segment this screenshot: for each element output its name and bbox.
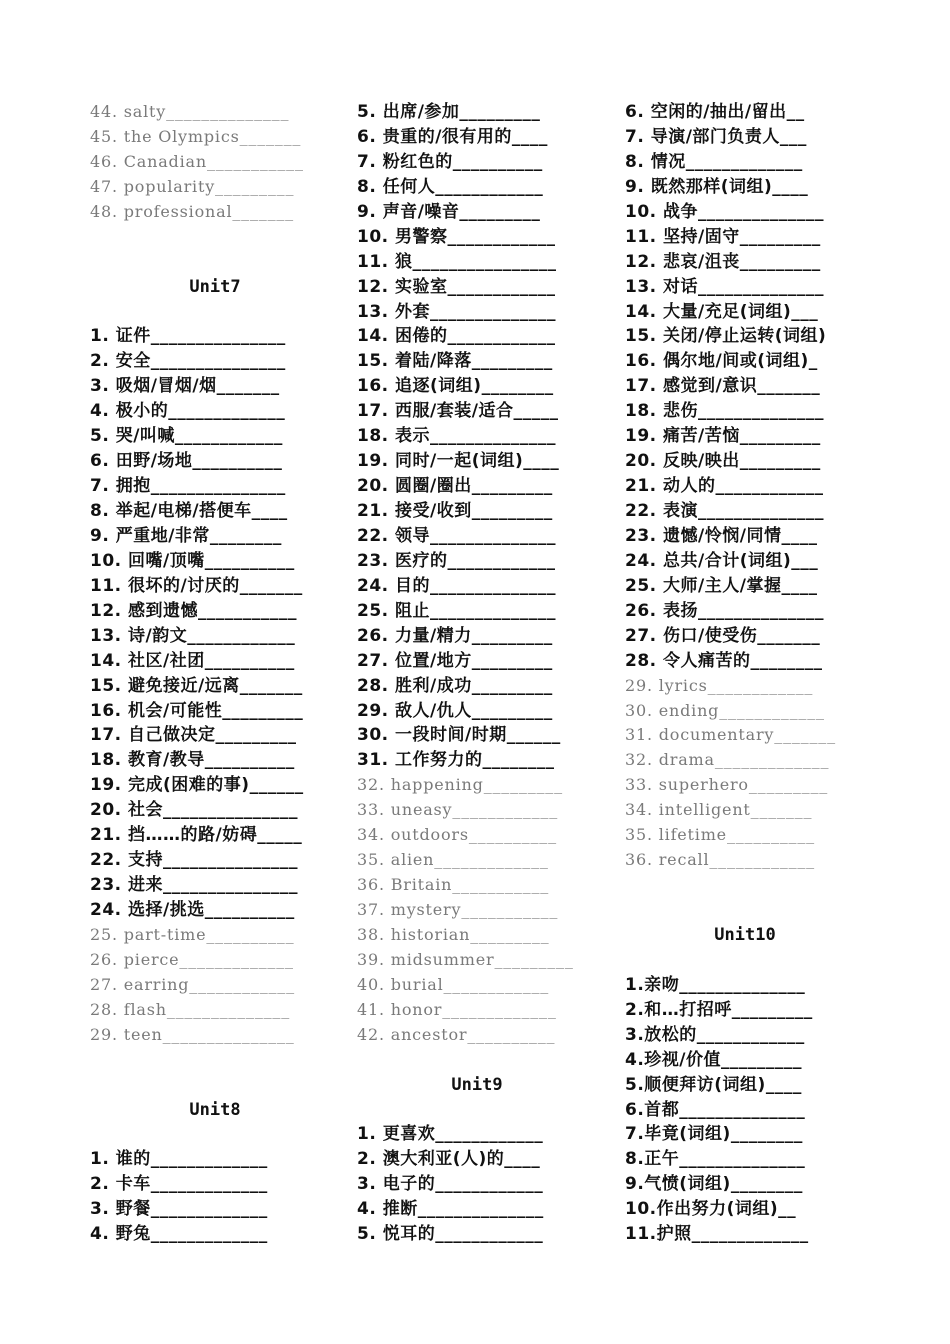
vocab-item-chinese: 1. 证件_______________ — [90, 326, 286, 347]
vocab-item-chinese: 26. 力量/精力_________ — [357, 625, 553, 646]
vocab-item-english: 46. Canadian___________ — [90, 151, 304, 171]
vocab-item-chinese: 7. 粉红色的__________ — [357, 151, 543, 172]
vocab-item-chinese: 24. 总共/合计(词组)___ — [625, 550, 819, 571]
vocab-item-english: 32. drama_____________ — [625, 750, 830, 770]
vocab-item-chinese: 12. 实验室____________ — [357, 276, 556, 297]
vocab-item-chinese: 3. 野餐_____________ — [90, 1199, 268, 1220]
vocab-item-chinese: 11.护照_____________ — [625, 1224, 809, 1245]
vocab-item-chinese: 15. 关闭/停止运转(词组) — [625, 326, 827, 347]
vocab-item-english: 40. burial____________ — [357, 974, 550, 994]
vocab-item-chinese: 9. 严重地/非常________ — [90, 525, 282, 546]
vocab-item-chinese: 4. 推断______________ — [357, 1199, 544, 1220]
vocab-item-chinese: 31. 工作努力的________ — [357, 750, 555, 771]
vocab-item-english: 44. salty______________ — [90, 102, 290, 121]
unit-heading: Unit8 — [189, 1099, 241, 1120]
spacer — [625, 898, 865, 923]
vocab-item-english: 33. superhero_________ — [625, 775, 829, 795]
vocab-item-chinese: 30. 一段时间/时期______ — [357, 725, 561, 746]
vocab-item-chinese: 13. 诗/韵文____________ — [90, 625, 296, 646]
vocab-item-english: 47. popularity_________ — [90, 176, 295, 196]
vocab-item-chinese: 11. 很坏的/讨厌的_______ — [90, 575, 303, 596]
vocab-item-english: 27. earring____________ — [90, 974, 295, 994]
vocab-item-english: 29. lyrics____________ — [625, 675, 814, 695]
vocab-item-english: 34. outdoors__________ — [357, 825, 557, 845]
vocab-item-chinese: 9. 既然那样(词组)____ — [625, 176, 809, 197]
vocab-item-english: 35. alien_____________ — [357, 850, 549, 870]
unit-heading: Unit7 — [189, 276, 241, 297]
spacer — [625, 873, 865, 898]
vocab-item-chinese: 10.作出努力(词组)__ — [625, 1199, 797, 1220]
vocab-item-chinese: 23. 遗憾/怜悯/同情____ — [625, 525, 818, 546]
vocab-item-chinese: 7.毕竟(词组)________ — [625, 1124, 803, 1145]
vocab-item-chinese: 3. 电子的____________ — [357, 1174, 544, 1195]
vocab-item-chinese: 25. 阻止______________ — [357, 600, 557, 621]
spacer — [90, 1122, 340, 1147]
vocab-item-chinese: 18. 表示______________ — [357, 426, 557, 447]
vocab-item-chinese: 13. 对话______________ — [625, 276, 825, 297]
vocab-item-chinese: 6. 田野/场地__________ — [90, 451, 283, 472]
vocab-item-chinese: 13. 外套______________ — [357, 301, 557, 322]
vocab-item-english: 45. the Olympics_______ — [90, 126, 302, 146]
vocab-item-chinese: 1. 谁的_____________ — [90, 1149, 268, 1170]
vocab-item-english: 31. documentary_______ — [625, 725, 836, 745]
vocab-item-chinese: 15. 着陆/降落_________ — [357, 351, 553, 372]
vocab-item-chinese: 28. 令人痛苦的________ — [625, 650, 823, 671]
vocab-item-chinese: 16. 追逐(词组)________ — [357, 376, 554, 397]
vocab-item-english: 30. ending____________ — [625, 700, 825, 720]
vocab-item-chinese: 14. 大量/充足(词组)___ — [625, 301, 819, 322]
vocab-item-chinese: 6.首都______________ — [625, 1099, 806, 1120]
vocab-item-chinese: 22. 领导______________ — [357, 525, 557, 546]
vocab-item-chinese: 6. 空闲的/抽出/留出__ — [625, 102, 805, 122]
vocab-item-chinese: 24. 选择/挑选__________ — [90, 900, 295, 920]
vocab-item-chinese: 2. 澳大利亚(人)的____ — [357, 1149, 541, 1170]
vocab-item-chinese: 27. 位置/地方_________ — [357, 650, 553, 671]
vocab-item-chinese: 22. 表演______________ — [625, 501, 825, 521]
vocab-item-chinese: 4.珍视/价值_________ — [625, 1049, 802, 1070]
column-2 — [357, 100, 597, 1247]
vocab-item-english: 39. midsummer_________ — [357, 949, 574, 969]
vocab-item-chinese: 11. 狼________________ — [357, 251, 557, 272]
vocab-item-chinese: 8. 任何人____________ — [357, 176, 544, 197]
vocab-item-chinese: 24. 目的______________ — [357, 575, 557, 596]
vocab-item-chinese: 14. 困倦的____________ — [357, 326, 556, 347]
vocab-item-chinese: 23. 医疗的____________ — [357, 550, 556, 571]
vocab-item-chinese: 15. 避免接近/远离_______ — [90, 675, 303, 696]
vocab-item-chinese: 19. 痛苦/苦恼_________ — [625, 426, 821, 447]
vocab-item-chinese: 21. 接受/收到_________ — [357, 501, 553, 521]
vocab-item-chinese: 27. 伤口/使受伤_______ — [625, 625, 821, 646]
vocab-item-english: 36. Britain___________ — [357, 875, 550, 895]
spacer — [90, 300, 340, 325]
vocab-item-chinese: 8.正午______________ — [625, 1149, 806, 1170]
vocab-item-chinese: 12. 感到遗憾___________ — [90, 600, 298, 621]
vocab-item-chinese: 5.顺便拜访(词组)____ — [625, 1074, 802, 1095]
unit-heading: Unit9 — [451, 1074, 503, 1095]
vocab-item-english: 26. pierce_____________ — [90, 949, 294, 969]
vocab-item-chinese: 5. 悦耳的____________ — [357, 1224, 544, 1245]
spacer — [625, 948, 865, 973]
vocab-item-chinese: 8. 情况_____________ — [625, 151, 803, 172]
vocab-item-chinese: 19. 完成(困难的事)______ — [90, 775, 304, 796]
vocab-item-chinese: 18. 教育/教导__________ — [90, 750, 295, 771]
vocab-item-english: 42. ancestor__________ — [357, 1024, 556, 1044]
vocab-item-chinese: 25. 大师/主人/掌握____ — [625, 575, 818, 596]
vocab-item-chinese: 10. 男警察____________ — [357, 226, 556, 247]
vocab-item-chinese: 2. 卡车_____________ — [90, 1174, 268, 1195]
vocab-item-english: 37. mystery___________ — [357, 900, 559, 919]
vocab-item-english: 28. flash______________ — [90, 999, 291, 1019]
vocab-item-chinese: 5. 出席/参加_________ — [357, 102, 541, 122]
vocab-item-chinese: 1. 更喜欢____________ — [357, 1124, 544, 1145]
vocab-item-chinese: 10. 回嘴/顶嘴__________ — [90, 550, 295, 571]
vocab-item-chinese: 3. 吸烟/冒烟/烟_______ — [90, 376, 280, 397]
spacer — [90, 250, 340, 275]
vocab-item-chinese: 2. 安全_______________ — [90, 351, 286, 372]
vocab-item-chinese: 3.放松的____________ — [625, 1024, 805, 1045]
vocab-item-chinese: 23. 进来_______________ — [90, 875, 299, 896]
vocab-item-chinese: 11. 坚持/固守_________ — [625, 226, 821, 247]
spacer — [90, 1048, 340, 1073]
vocab-item-english: 33. uneasy____________ — [357, 800, 558, 820]
vocab-item-english: 34. intelligent_______ — [625, 800, 813, 820]
column-3 — [625, 100, 865, 1247]
vocab-item-chinese: 5. 哭/叫喊____________ — [90, 426, 283, 447]
spacer — [90, 1073, 340, 1098]
vocab-item-chinese: 20. 反映/映出_________ — [625, 451, 821, 472]
vocab-item-english: 32. happening_________ — [357, 775, 563, 795]
vocab-item-english: 38. historian_________ — [357, 924, 550, 944]
vocab-item-chinese: 17. 感觉到/意识_______ — [625, 376, 821, 397]
vocab-item-chinese: 17. 西服/套装/适合_____ — [357, 401, 559, 422]
vocab-item-english: 25. part-time__________ — [90, 924, 295, 944]
unit-heading: Unit10 — [714, 924, 776, 945]
vocab-item-chinese: 29. 敌人/仇人_________ — [357, 700, 553, 721]
vocab-item-chinese: 10. 战争______________ — [625, 201, 825, 222]
vocab-item-chinese: 2.和…打招呼_________ — [625, 999, 813, 1020]
spacer — [357, 1098, 597, 1123]
vocab-item-chinese: 7. 拥抱_______________ — [90, 476, 286, 497]
vocab-item-chinese: 22. 支持_______________ — [90, 850, 299, 871]
spacer — [357, 1048, 597, 1073]
spacer — [90, 225, 340, 250]
vocab-item-english: 35. lifetime__________ — [625, 825, 815, 845]
vocab-item-chinese: 6. 贵重的/很有用的____ — [357, 126, 548, 147]
vocab-item-chinese: 1.亲吻______________ — [625, 974, 806, 995]
vocab-item-chinese: 28. 胜利/成功_________ — [357, 675, 553, 696]
vocab-item-chinese: 9. 声音/噪音_________ — [357, 201, 541, 222]
vocab-item-chinese: 4. 极小的_____________ — [90, 401, 286, 422]
vocab-item-english: 29. teen_______________ — [90, 1024, 295, 1044]
vocab-item-chinese: 26. 表扬______________ — [625, 600, 825, 621]
vocab-item-chinese: 19. 同时/一起(词组)____ — [357, 451, 560, 472]
vocab-item-english: 36. recall____________ — [625, 850, 815, 870]
vocab-item-chinese: 17. 自己做决定_________ — [90, 725, 297, 746]
vocab-item-chinese: 20. 圆圈/圈出_________ — [357, 476, 553, 497]
vocab-item-chinese: 12. 悲哀/沮丧_________ — [625, 251, 821, 272]
vocab-item-chinese: 8. 举起/电梯/搭便车____ — [90, 501, 288, 521]
vocab-item-chinese: 20. 社会_______________ — [90, 800, 299, 821]
column-1 — [90, 100, 340, 1247]
vocab-item-chinese: 16. 机会/可能性_________ — [90, 700, 304, 721]
vocab-item-chinese: 4. 野兔_____________ — [90, 1224, 268, 1245]
vocab-item-chinese: 18. 悲伤______________ — [625, 401, 825, 422]
vocab-item-chinese: 7. 导演/部门负责人___ — [625, 126, 807, 147]
vocab-item-english: 48. professional_______ — [90, 201, 294, 221]
vocab-item-chinese: 16. 偶尔地/间或(词组)_ — [625, 351, 818, 372]
vocab-item-chinese: 21. 挡……的路/妨碍_____ — [90, 825, 303, 846]
vocab-item-chinese: 14. 社区/社团__________ — [90, 650, 295, 671]
vocab-item-english: 41. honor_____________ — [357, 999, 557, 1019]
vocab-item-chinese: 9.气愤(词组)________ — [625, 1174, 803, 1195]
vocab-item-chinese: 21. 动人的____________ — [625, 476, 824, 497]
